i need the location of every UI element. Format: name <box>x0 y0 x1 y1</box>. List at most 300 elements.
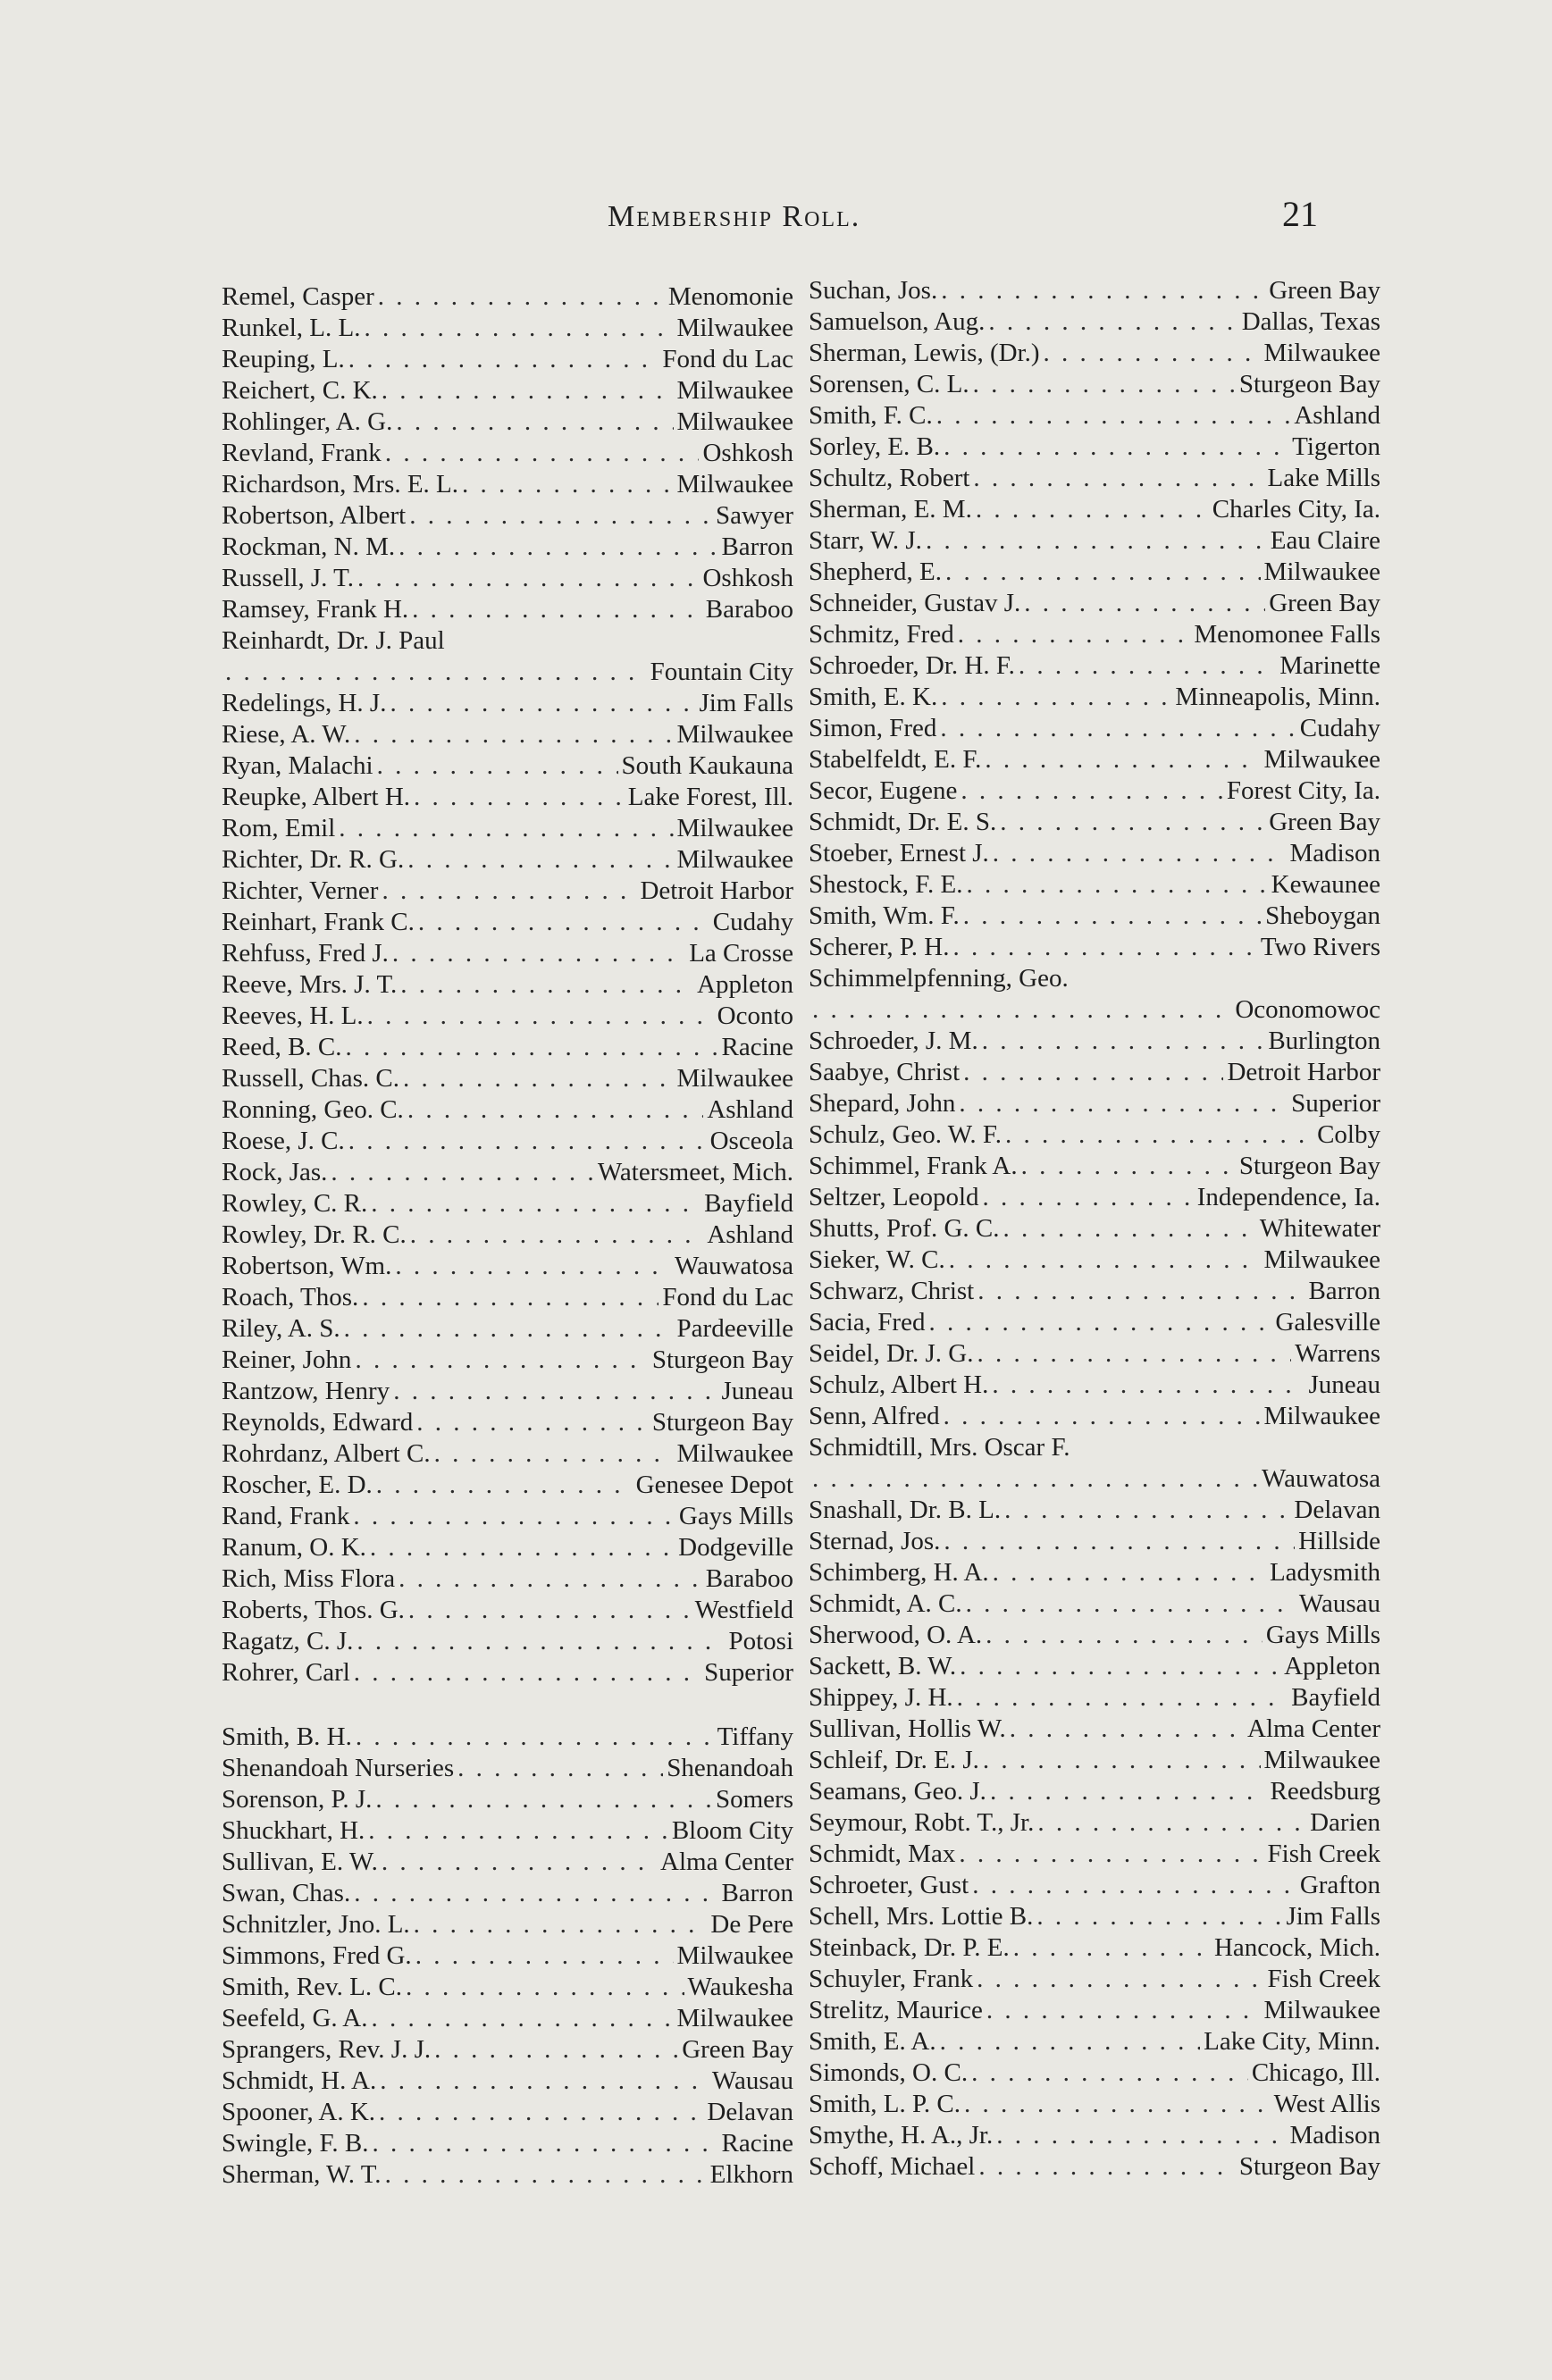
dot-leader <box>973 463 1263 494</box>
member-name: Rehfuss, Fred J. <box>222 939 389 968</box>
member-town: Lake Mills <box>1267 464 1380 492</box>
roll-entry <box>222 1626 793 1657</box>
member-town: Warrens <box>1295 1339 1380 1368</box>
member-name: Rich, Miss Flora <box>222 1564 396 1593</box>
roll-entry <box>222 2097 793 2128</box>
roll-entry <box>809 744 1380 775</box>
running-title: Membership Roll. <box>608 200 861 233</box>
member-name: Ryan, Malachi <box>222 751 373 780</box>
roll-entry <box>222 844 793 876</box>
member-town: Detroit Harbor <box>1227 1058 1380 1086</box>
member-name: Russell, J. T. <box>222 564 354 592</box>
roll-entry <box>222 2066 793 2097</box>
dot-leader <box>382 375 674 406</box>
roll-entry <box>222 1501 793 1532</box>
roll-entry <box>809 338 1380 369</box>
roll-entry <box>222 2003 793 2034</box>
roll-entry <box>809 1463 1380 1495</box>
member-town: Galesville <box>1275 1308 1380 1337</box>
member-name: Reupke, Albert H. <box>222 783 411 811</box>
dot-leader <box>982 1026 1265 1057</box>
member-town: Delavan <box>1294 1496 1380 1524</box>
member-town: Tigerton <box>1292 432 1380 461</box>
dot-leader <box>382 876 636 907</box>
dot-leader <box>963 1057 1223 1088</box>
member-town: Detroit Harbor <box>640 876 793 905</box>
roll-entry <box>222 1032 793 1063</box>
dot-leader <box>941 275 1265 306</box>
member-name: Schuyler, Frank <box>809 1965 974 1993</box>
member-name: Schwarz, Christ <box>809 1277 975 1305</box>
member-name: Robertson, Albert <box>222 501 407 530</box>
dot-leader <box>344 1313 674 1345</box>
member-name: Smith, L. P. C. <box>809 2090 961 2118</box>
roll-entry <box>809 1495 1380 1526</box>
roll-entry <box>809 1557 1380 1588</box>
member-name: Schroeter, Gust <box>809 1871 969 1899</box>
dot-leader <box>377 750 618 782</box>
roll-entry <box>222 594 793 625</box>
dot-leader <box>356 1722 714 1753</box>
member-town: Juneau <box>1308 1370 1380 1399</box>
member-town: Milwaukee <box>1263 339 1380 367</box>
dot-leader <box>346 1032 718 1063</box>
member-name: Sorenson, P. J. <box>222 1785 373 1814</box>
member-name: Sherman, W. T. <box>222 2160 382 2189</box>
member-name: Richter, Dr. R. G. <box>222 845 405 874</box>
member-town: Green Bay <box>1269 808 1380 836</box>
member-town: Minneapolis, Minn. <box>1175 683 1380 711</box>
dot-leader <box>398 1563 702 1595</box>
roll-entry <box>222 1940 793 1972</box>
dot-leader <box>986 1995 1261 2026</box>
dot-leader <box>973 369 1236 400</box>
member-name: Shestock, F. E. <box>809 870 963 899</box>
member-name: Shippey, J. H. <box>809 1683 953 1712</box>
dot-leader <box>362 1282 659 1313</box>
roll-entry <box>222 469 793 500</box>
dot-leader <box>944 1526 1295 1557</box>
dot-leader <box>412 594 702 625</box>
dot-leader <box>972 1870 1296 1901</box>
member-town: Jim Falls <box>699 689 793 717</box>
dot-leader <box>378 281 665 313</box>
member-name: Schimmel, Frank A. <box>809 1152 1018 1180</box>
roll-entry <box>222 1847 793 1878</box>
dot-leader <box>357 1626 725 1657</box>
dot-leader <box>418 907 709 938</box>
roll-entry <box>809 1338 1380 1370</box>
dot-leader <box>406 1972 684 2003</box>
roll-entry <box>809 869 1380 901</box>
dot-leader <box>354 1657 700 1689</box>
member-town: Sawyer <box>716 501 793 530</box>
member-name: Reed, B. C. <box>222 1033 342 1061</box>
member-name: Smith, Rev. L. C. <box>222 1973 402 2001</box>
member-name: Swingle, F. B. <box>222 2129 369 2158</box>
member-name: Smith, B. H. <box>222 1722 352 1751</box>
member-town: Milwaukee <box>1263 745 1380 774</box>
roll-entry <box>222 1657 793 1689</box>
member-name: Ragatz, C. J. <box>222 1627 354 1655</box>
roll-entry <box>809 2057 1380 2089</box>
dot-leader <box>357 563 700 594</box>
dot-leader <box>959 1088 1288 1119</box>
roll-entry <box>222 1376 793 1407</box>
dot-leader <box>928 1307 1271 1338</box>
dot-leader <box>407 1094 704 1126</box>
dot-leader <box>395 1251 671 1282</box>
dot-leader <box>971 2057 1248 2089</box>
member-name: Seymour, Robt. T., Jr. <box>809 1808 1035 1837</box>
dot-leader <box>977 1338 1291 1370</box>
member-town: Milwaukee <box>676 470 793 499</box>
dot-leader <box>409 500 712 532</box>
dot-leader <box>958 619 1191 650</box>
member-town: Colby <box>1317 1120 1380 1149</box>
member-name: Remel, Casper <box>222 282 374 311</box>
member-name: Riese, A. W. <box>222 720 351 749</box>
member-name: Revland, Frank <box>222 439 382 467</box>
member-town: Sturgeon Bay <box>1238 370 1380 398</box>
roll-entry <box>222 907 793 938</box>
roll-entry <box>809 2089 1380 2120</box>
roll-entry <box>809 400 1380 432</box>
dot-leader <box>992 1370 1305 1401</box>
dot-leader <box>983 1745 1261 1776</box>
member-town: Fountain City <box>650 658 793 686</box>
member-name: Ramsey, Frank H. <box>222 595 409 624</box>
dot-leader <box>1000 807 1265 838</box>
roll-entry <box>222 2128 793 2159</box>
roll-entry <box>809 369 1380 400</box>
dot-leader <box>966 1588 1296 1620</box>
roll-entry <box>222 1251 793 1282</box>
roll-entry <box>222 1470 793 1501</box>
member-name: Reichert, C. K. <box>222 376 378 405</box>
member-name: Rohrer, Carl <box>222 1658 350 1687</box>
dot-leader <box>964 2089 1271 2120</box>
member-name: Rohlinger, A. G. <box>222 407 393 436</box>
dot-leader <box>963 901 1262 932</box>
member-name: Stoeber, Ernest J. <box>809 839 989 867</box>
roll-entry <box>222 313 793 344</box>
left-column <box>222 281 793 2191</box>
dot-leader <box>953 932 1257 963</box>
roll-entry <box>222 1407 793 1438</box>
roll-entry <box>222 719 793 750</box>
member-name: Roese, J. C. <box>222 1127 345 1155</box>
member-town: Oshkosh <box>702 564 793 592</box>
member-name: Steinback, Dr. P. E. <box>809 1933 1010 1962</box>
member-town: Milwaukee <box>1263 1245 1380 1274</box>
right-column <box>809 275 1380 2183</box>
dot-leader <box>380 2066 709 2097</box>
roll-entry <box>809 775 1380 807</box>
dot-leader <box>348 1126 707 1157</box>
member-name: Reinhardt, Dr. J. Paul <box>222 626 445 655</box>
roll-entry <box>809 557 1380 588</box>
roll-entry <box>809 1807 1380 1839</box>
section-gap <box>222 1689 793 1722</box>
member-name: Rom, Emil <box>222 814 336 842</box>
roll-entry <box>222 813 793 844</box>
roll-entry <box>809 525 1380 557</box>
roll-entry <box>222 1595 793 1626</box>
roll-entry <box>809 1026 1380 1057</box>
member-name: Seamans, Geo. J. <box>809 1777 986 1806</box>
roll-entry <box>809 838 1380 869</box>
member-town: Barron <box>1308 1277 1380 1305</box>
roll-entry <box>809 619 1380 650</box>
member-name: Ranum, O. K. <box>222 1533 366 1562</box>
dot-leader <box>396 406 673 438</box>
member-town: Green Bay <box>682 2035 793 2064</box>
dot-leader <box>957 1682 1288 1714</box>
dot-leader <box>376 1470 633 1501</box>
member-name: Schimmelpfenning, Geo. <box>809 964 1069 993</box>
member-town: Sturgeon Bay <box>651 1345 793 1374</box>
member-town: Milwaukee <box>676 1439 793 1468</box>
member-name: Shepherd, E. <box>809 557 942 586</box>
member-town: Lake Forest, Ill. <box>627 783 793 811</box>
member-town: Ladysmith <box>1269 1558 1380 1587</box>
member-name: Samuelson, Aug. <box>809 307 986 336</box>
roll-entry <box>809 1870 1380 1901</box>
member-name: Shuckhart, H. <box>222 1816 365 1845</box>
roll-entry <box>222 532 793 563</box>
dot-leader <box>993 1557 1266 1588</box>
roll-entry <box>809 494 1380 525</box>
member-name: Schleif, Dr. E. J. <box>809 1746 979 1774</box>
member-town: Menomonee Falls <box>1194 620 1380 649</box>
member-name: Sullivan, Hollis W. <box>809 1714 1006 1743</box>
dot-leader <box>434 1438 674 1470</box>
roll-entry <box>222 938 793 969</box>
dot-leader <box>949 1244 1261 1276</box>
dot-leader <box>416 1407 649 1438</box>
roll-entry <box>809 463 1380 494</box>
member-town: Pardeeville <box>676 1314 793 1343</box>
member-town: Westfield <box>694 1596 793 1624</box>
roll-entry <box>809 1995 1380 2026</box>
member-name: Swan, Chas. <box>222 1879 351 1907</box>
member-name: Schneider, Gustav J. <box>809 589 1021 617</box>
member-name: Simonds, O. C. <box>809 2058 969 2087</box>
member-town: Fish Creek <box>1267 1965 1380 1993</box>
member-town: Marinette <box>1279 651 1380 680</box>
member-name: Snashall, Dr. B. L. <box>809 1496 1002 1524</box>
member-town: Ashland <box>1294 401 1380 430</box>
roll-entry <box>809 1714 1380 1745</box>
roll-entry <box>222 1282 793 1313</box>
member-name: Roach, Thos. <box>222 1283 359 1312</box>
member-name: Rowley, Dr. R. C. <box>222 1220 407 1249</box>
member-name: Schroeder, J. M. <box>809 1027 978 1055</box>
member-name: Rantzow, Henry <box>222 1377 390 1405</box>
dot-leader <box>339 813 673 844</box>
member-name: Seefeld, G. A. <box>222 2004 368 2032</box>
member-name: Richardson, Mrs. E. L. <box>222 470 458 499</box>
dot-leader <box>385 2159 707 2191</box>
roll-entry <box>222 1722 793 1753</box>
dot-leader <box>368 1815 668 1847</box>
dot-leader <box>812 994 1231 1026</box>
dot-leader <box>331 1157 593 1188</box>
dot-leader <box>225 657 647 688</box>
dot-leader <box>961 775 1223 807</box>
roll-entry <box>809 1057 1380 1088</box>
dot-leader <box>926 525 1267 557</box>
member-town: Lake City, Minn. <box>1204 2027 1380 2056</box>
roll-entry <box>809 2026 1380 2057</box>
member-town: Baraboo <box>705 1564 793 1593</box>
dot-leader <box>1024 588 1265 619</box>
roll-entry <box>222 1219 793 1251</box>
dot-leader <box>398 532 717 563</box>
dot-leader <box>967 869 1268 901</box>
dot-leader <box>414 782 625 813</box>
member-town: Gays Mills <box>678 1502 793 1530</box>
member-name: Schmidtill, Mrs. Oscar F. <box>809 1433 1070 1462</box>
roll-entry <box>809 588 1380 619</box>
dot-leader <box>367 1001 714 1032</box>
member-name: Sprangers, Rev. J. J. <box>222 2035 432 2064</box>
member-name: Reinhart, Frank C. <box>222 908 415 936</box>
member-town: Wausau <box>1298 1589 1380 1618</box>
dot-leader <box>372 2128 717 2159</box>
member-town: Bloom City <box>671 1816 793 1845</box>
member-town: Superior <box>704 1658 793 1687</box>
member-town: Delavan <box>707 2098 793 2126</box>
roll-entry <box>809 1119 1380 1151</box>
roll-entry <box>222 563 793 594</box>
roll-entry <box>809 1839 1380 1870</box>
roll-entry <box>222 2034 793 2066</box>
dot-leader <box>978 2151 1236 2183</box>
roll-entry <box>222 688 793 719</box>
roll-entry <box>809 901 1380 932</box>
member-town: West Allis <box>1273 2090 1380 2118</box>
member-name: Strelitz, Maurice <box>809 1996 983 2024</box>
dot-leader <box>457 1753 663 1784</box>
member-town: Shenandoah <box>667 1754 793 1782</box>
member-name: Redelings, H. J. <box>222 689 387 717</box>
member-name: Shutts, Prof. G. C. <box>809 1214 1000 1243</box>
roll-entry <box>809 1651 1380 1682</box>
roll-entry <box>809 1276 1380 1307</box>
member-town: Chicago, Ill. <box>1251 2058 1380 2087</box>
member-name: Senn, Alfred <box>809 1402 940 1430</box>
roll-entry <box>809 1776 1380 1807</box>
roll-entry <box>809 682 1380 713</box>
member-town: Oconto <box>717 1001 793 1030</box>
member-town: Elkhorn <box>709 2160 793 2189</box>
dot-leader <box>977 1276 1305 1307</box>
member-name: Schulz, Geo. W. F. <box>809 1120 1002 1149</box>
member-town: Wauwatosa <box>1262 1464 1380 1493</box>
member-name: Schell, Mrs. Lottie B. <box>809 1902 1034 1931</box>
member-name: Simmons, Fred G. <box>222 1941 412 1970</box>
member-town: Oconomowoc <box>1235 995 1380 1024</box>
member-town: Milwaukee <box>676 814 793 842</box>
member-name: Rand, Frank <box>222 1502 350 1530</box>
roll-entry <box>222 281 793 313</box>
member-name: Seltzer, Leopold <box>809 1183 979 1211</box>
roll-entry <box>222 344 793 375</box>
member-town: Burlington <box>1268 1027 1380 1055</box>
dot-leader <box>993 838 1287 869</box>
roll-entry <box>809 1745 1380 1776</box>
roll-entry <box>809 1151 1380 1182</box>
roll-entry <box>809 1901 1380 1932</box>
member-name: Reynolds, Edward <box>222 1408 414 1437</box>
dot-leader <box>1044 338 1261 369</box>
dot-leader <box>403 1063 674 1094</box>
member-name: Simon, Fred <box>809 714 937 742</box>
member-town: Darien <box>1310 1808 1380 1837</box>
member-town: Milwaukee <box>1263 1746 1380 1774</box>
dot-leader <box>936 400 1291 432</box>
member-name: Richter, Verner <box>222 876 379 905</box>
member-town: Sheboygan <box>1265 901 1380 930</box>
roll-entry <box>222 2159 793 2191</box>
member-town: Appleton <box>1284 1652 1380 1680</box>
roll-entry <box>809 1526 1380 1557</box>
member-town: Whitewater <box>1259 1214 1380 1243</box>
roll-entry <box>222 876 793 907</box>
member-name: Schmidt, Max <box>809 1839 956 1868</box>
member-town: Cudahy <box>1299 714 1380 742</box>
member-name: Reiner, John <box>222 1345 352 1374</box>
roll-entry <box>809 1620 1380 1651</box>
dot-leader <box>940 2026 1201 2057</box>
member-town: Hancock, Mich. <box>1213 1933 1380 1962</box>
roll-entry <box>809 1401 1380 1432</box>
member-name: Smith, Wm. F. <box>809 901 960 930</box>
member-name: Riley, A. S. <box>222 1314 340 1343</box>
dot-leader <box>1021 1151 1236 1182</box>
member-town: De Pere <box>710 1910 793 1939</box>
dot-leader <box>1013 1932 1211 1964</box>
member-town: Eau Claire <box>1270 526 1380 555</box>
dot-leader <box>1037 1807 1306 1839</box>
dot-leader <box>940 713 1296 744</box>
roll-entry <box>809 1588 1380 1620</box>
member-town: Milwaukee <box>676 845 793 874</box>
dot-leader <box>434 2034 678 2066</box>
roll-entry <box>809 432 1380 463</box>
member-name: Reuping, L. <box>222 345 345 373</box>
member-name: Scherer, P. H. <box>809 933 950 961</box>
member-town: Green Bay <box>1269 589 1380 617</box>
member-town: South Kaukauna <box>621 751 793 780</box>
roll-entry <box>809 1932 1380 1964</box>
member-town: Alma Center <box>1247 1714 1380 1743</box>
dot-leader <box>462 469 674 500</box>
dot-leader <box>986 1620 1263 1651</box>
dot-leader <box>944 432 1288 463</box>
roll-entry <box>809 994 1380 1026</box>
member-name: Sacia, Fred <box>809 1308 926 1337</box>
dot-leader <box>382 1847 657 1878</box>
dot-leader <box>407 844 673 876</box>
roll-entry <box>222 1438 793 1470</box>
dot-leader <box>960 1651 1280 1682</box>
dot-leader <box>983 1182 1194 1213</box>
roll-entry <box>809 713 1380 744</box>
member-name: Schoff, Michael <box>809 2152 976 2181</box>
